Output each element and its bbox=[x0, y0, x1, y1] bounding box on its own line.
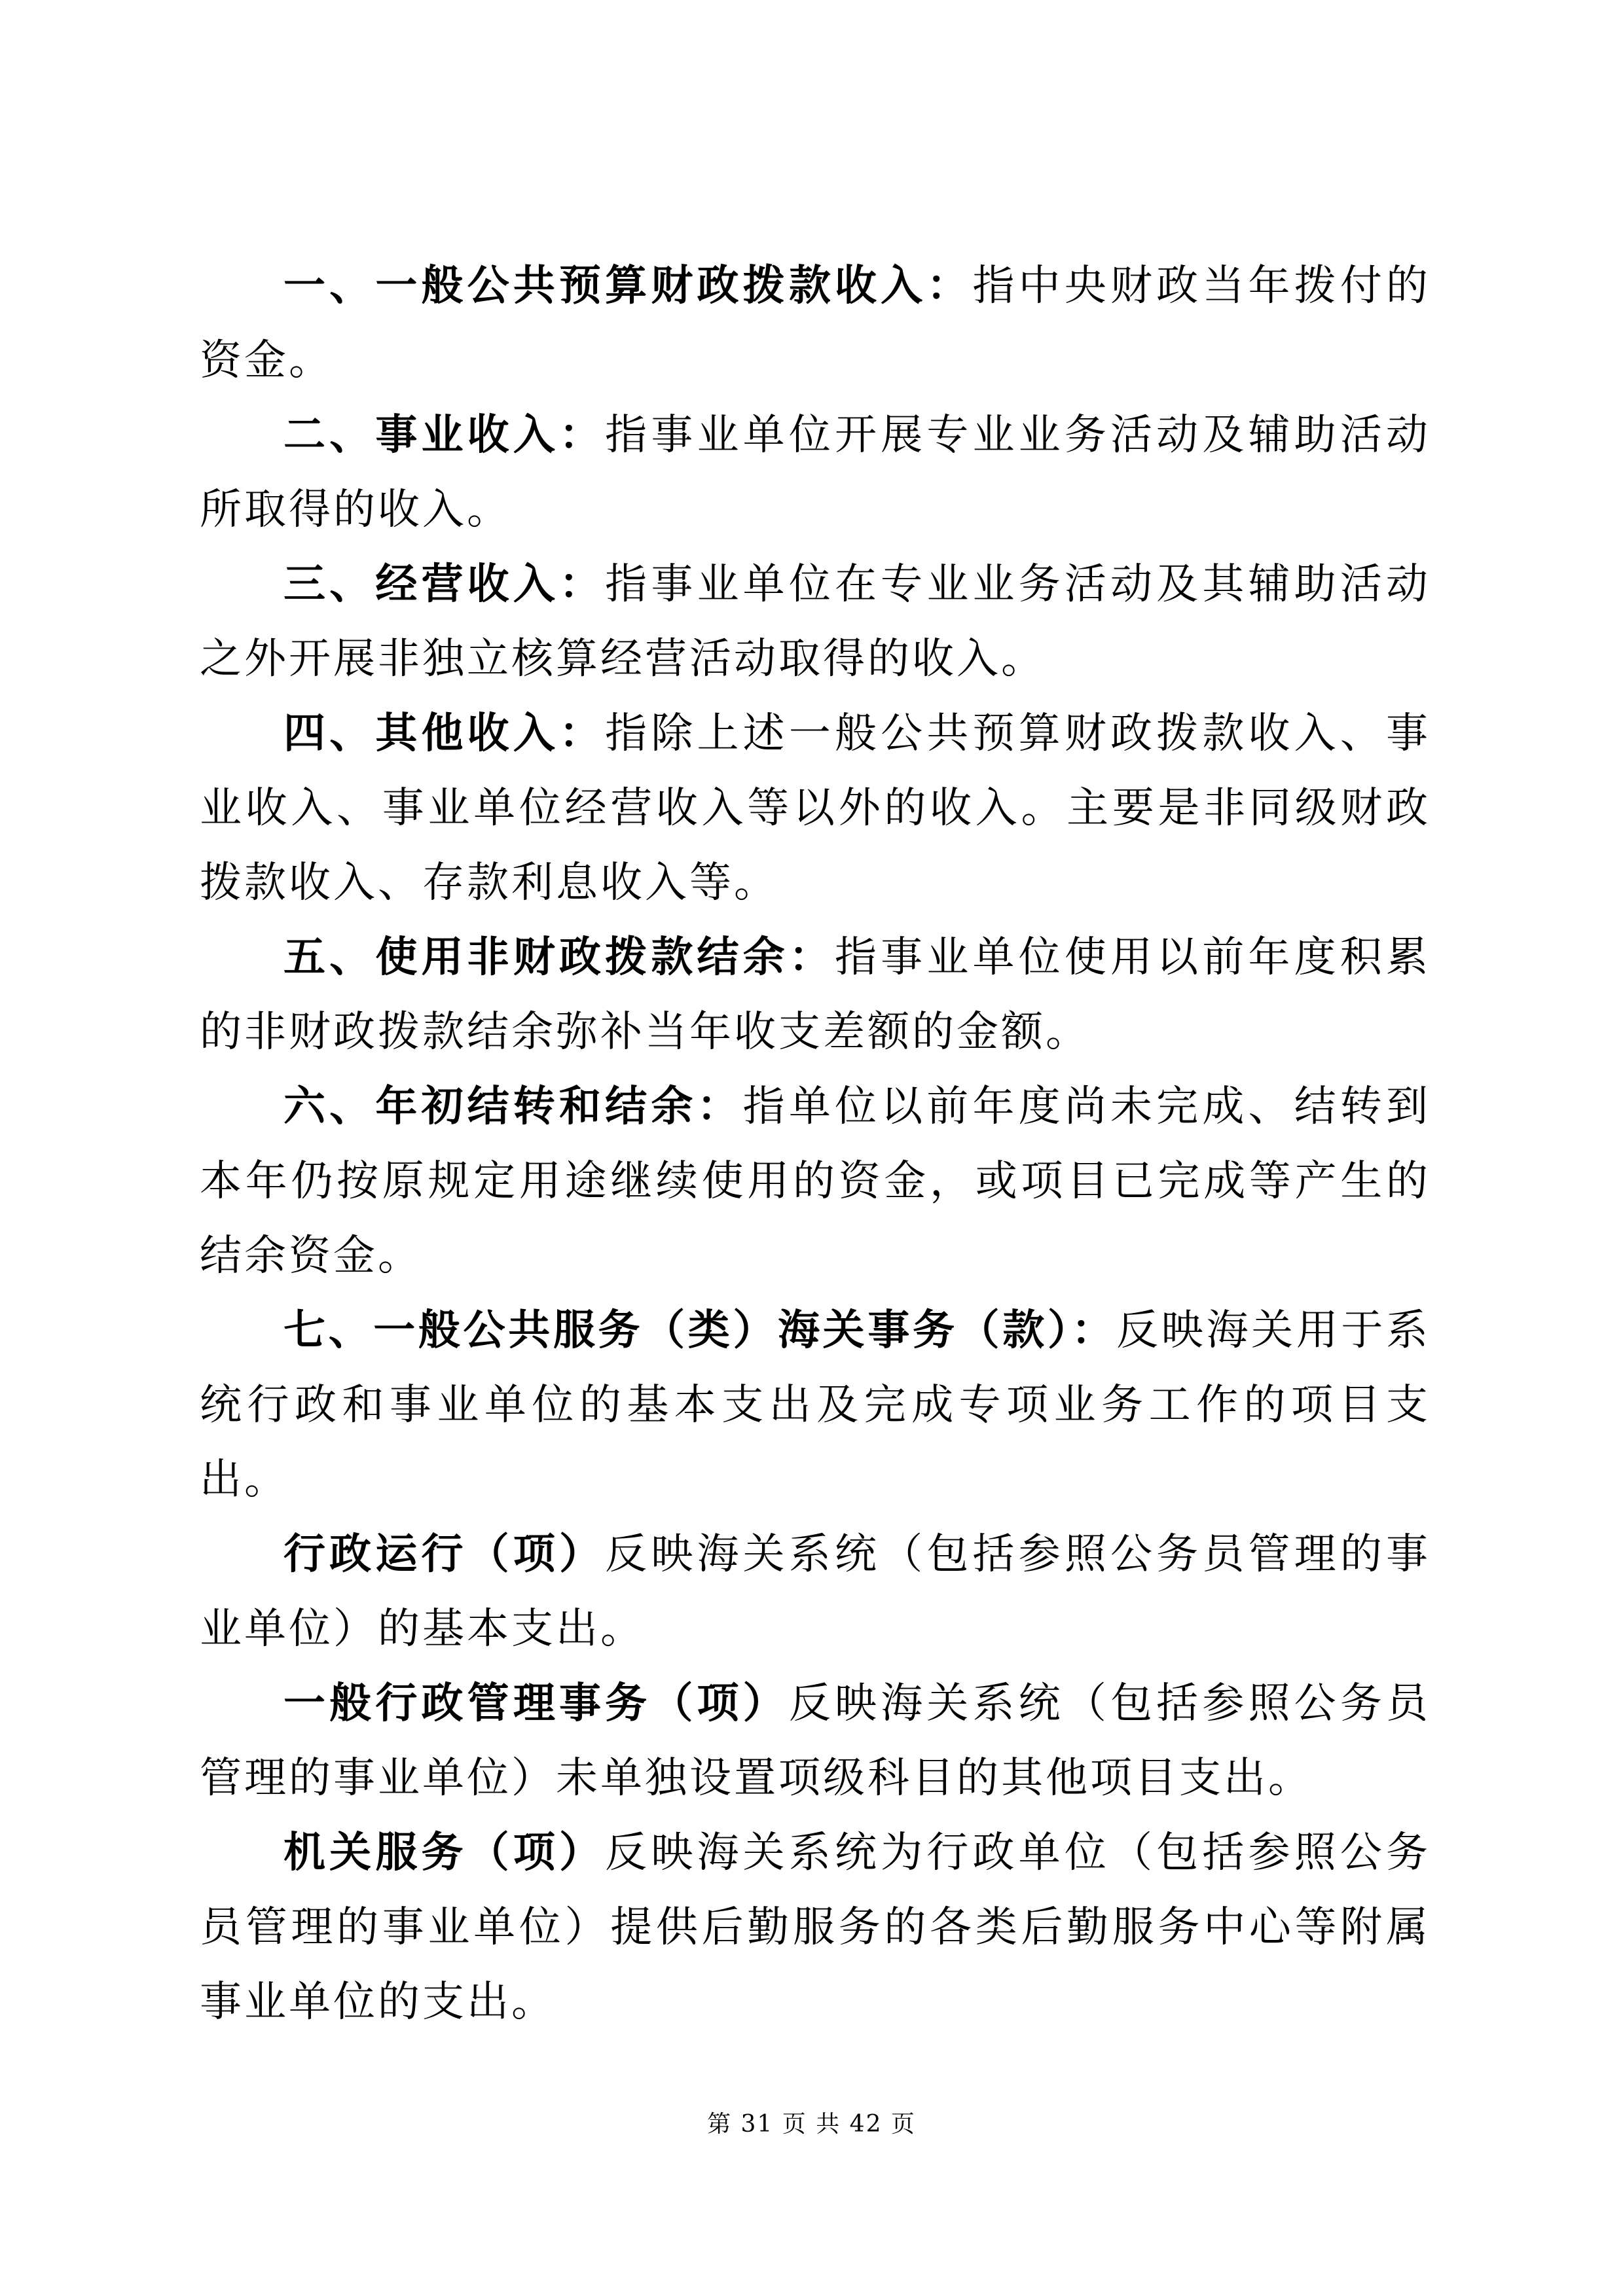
paragraph-business-income bbox=[200, 398, 1431, 547]
term: 六、年初结转和结余： bbox=[283, 1082, 743, 1131]
definition: 反映海关系统（包括参照公务员管理的事业单位）的基本支出。 bbox=[200, 1530, 1431, 1653]
paragraph-non-fiscal-surplus bbox=[200, 920, 1431, 1069]
term: 五、使用非财政拨款结余： bbox=[283, 933, 835, 982]
document-body bbox=[200, 249, 1431, 2039]
paragraph-customs-affairs bbox=[200, 1293, 1431, 1517]
paragraph-other-income bbox=[200, 696, 1431, 920]
paragraph-administrative-operation bbox=[200, 1517, 1431, 1666]
term: 四、其他收入： bbox=[283, 709, 606, 758]
page-footer bbox=[0, 2109, 1623, 2140]
paragraph-agency-services bbox=[200, 1816, 1431, 2039]
paragraph-operating-income bbox=[200, 547, 1431, 696]
term: 行政运行（项） bbox=[283, 1530, 606, 1579]
definition: 指除上述一般公共预算财政拨款收入、事业收入、事业单位经营收入等以外的收入。主要是非同级财政拨款收入、存款利息收入等。 bbox=[200, 709, 1431, 907]
term: 一般行政管理事务（项） bbox=[283, 1679, 789, 1728]
definition: 反映海关系统为行政单位（包括参照公务员管理的事业单位）提供后勤服务的各类后勤服务中心等附属事业单位的支出。 bbox=[200, 1829, 1431, 2026]
definition: 指事业单位在专业业务活动及其辅助活动之外开展非独立核算经营活动取得的收入。 bbox=[200, 560, 1431, 683]
definition: 指单位以前年度尚未完成、结转到本年仍按原规定用途继续使用的资金，或项目已完成等产生的结余资金。 bbox=[200, 1083, 1431, 1280]
definition: 指事业单位开展专业业务活动及辅助活动所取得的收入。 bbox=[200, 411, 1431, 534]
definition: 指事业单位使用以前年度积累的非财政拨款结余弥补当年收支差额的金额。 bbox=[200, 933, 1431, 1056]
page-number: 第 31 页 共 42 页 bbox=[707, 2111, 916, 2138]
definition: 反映海关用于系统行政和事业单位的基本支出及完成专项业务工作的项目支出。 bbox=[200, 1306, 1431, 1504]
term: 机关服务（项） bbox=[283, 1828, 606, 1877]
paragraph-general-administration bbox=[200, 1666, 1431, 1816]
term: 三、经营收入： bbox=[283, 560, 606, 609]
definition: 指中央财政当年拨付的资金。 bbox=[200, 262, 1431, 385]
paragraph-carryover bbox=[200, 1069, 1431, 1293]
term: 二、事业收入： bbox=[283, 410, 606, 459]
term: 七、一般公共服务（类）海关事务（款）： bbox=[283, 1306, 1117, 1355]
paragraph-general-budget-income bbox=[200, 249, 1431, 398]
term: 一、一般公共预算财政拨款收入： bbox=[283, 261, 973, 310]
definition: 反映海关系统（包括参照公务员管理的事业单位）未单独设置项级科目的其他项目支出。 bbox=[200, 1679, 1431, 1803]
